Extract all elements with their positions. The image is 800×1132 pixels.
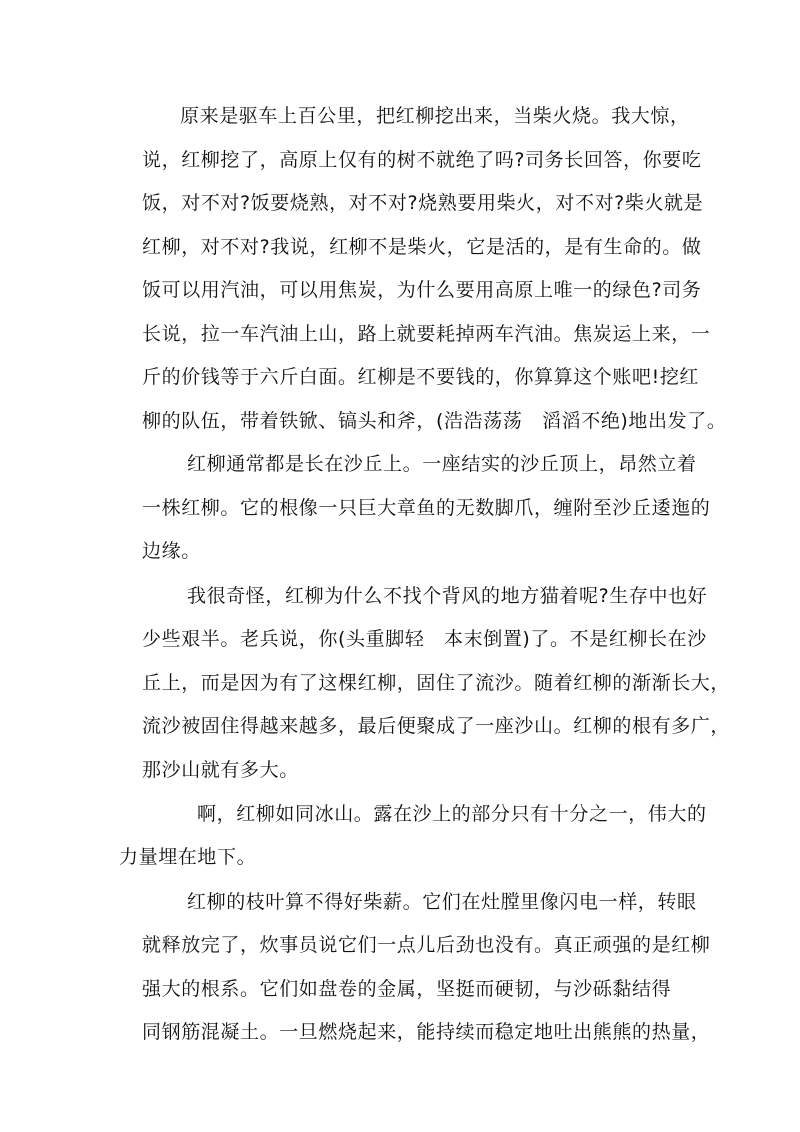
text-line: 一株红柳。它的根像一只巨大章鱼的无数脚爪，缠附至沙丘逶迤的 xyxy=(142,497,711,519)
text-line: 流沙被固住得越来越多，最后便聚成了一座沙山。红柳的根有多广， xyxy=(142,715,731,737)
text-line: 少些艰半。老兵说，你(头重脚轻 本末倒置)了。不是红柳长在沙 xyxy=(142,628,707,650)
text-line: 同钢筋混凝土。一旦燃烧起来，能持续而稳定地吐出熊熊的热量， xyxy=(142,1021,711,1043)
text-line: 就释放完了，炊事员说它们一点儿后劲也没有。真正顽强的是红柳 xyxy=(142,934,711,956)
text-line: 那沙山就有多大。 xyxy=(142,759,299,781)
text-line: 啊，红柳如同冰山。露在沙上的部分只有十分之一，伟大的 xyxy=(197,803,707,825)
text-line: 红柳通常都是长在沙丘上。一座结实的沙丘顶上，昂然立着 xyxy=(187,453,697,475)
text-line: 红柳的枝叶算不得好柴薪。它们在灶膛里像闪电一样，转眼 xyxy=(187,891,697,913)
text-line: 红柳，对不对?我说，红柳不是柴火，它是活的，是有生命的。做 xyxy=(142,236,702,258)
text-line: 边缘。 xyxy=(142,540,201,562)
text-line: 饭，对不对?饭要烧熟，对不对?烧熟要用柴火，对不对?柴火就是 xyxy=(142,192,704,214)
text-line: 丘上，而是因为有了这棵红柳，固住了流沙。随着红柳的渐渐长大， xyxy=(142,672,731,694)
text-line: 力量埋在地下。 xyxy=(119,846,257,868)
text-line: 长说，拉一车汽油上山，路上就要耗掉两车汽油。焦炭运上来，一 xyxy=(142,323,711,345)
text-line: 说，红柳挖了，高原上仅有的树不就绝了吗?司务长回答，你要吃 xyxy=(142,149,702,171)
text-line: 原来是驱车上百公里，把红柳挖出来，当柴火烧。我大惊， xyxy=(180,105,690,127)
text-line: 柳的队伍，带着铁锨、镐头和斧，(浩浩荡荡 滔滔不绝)地出发了。 xyxy=(142,410,727,432)
text-line: 我很奇怪，红柳为什么不找个背风的地方猫着呢?生存中也好 xyxy=(187,585,708,607)
text-line: 强大的根系。它们如盘卷的金属，坚挺而硬韧，与沙砾黏结得 xyxy=(142,978,672,1000)
text-line: 饭可以用汽油，可以用焦炭，为什么要用高原上唯一的绿色?司务 xyxy=(142,279,702,301)
text-line: 斤的价钱等于六斤白面。红柳是不要钱的，你算算这个账吧!挖红 xyxy=(142,366,700,388)
